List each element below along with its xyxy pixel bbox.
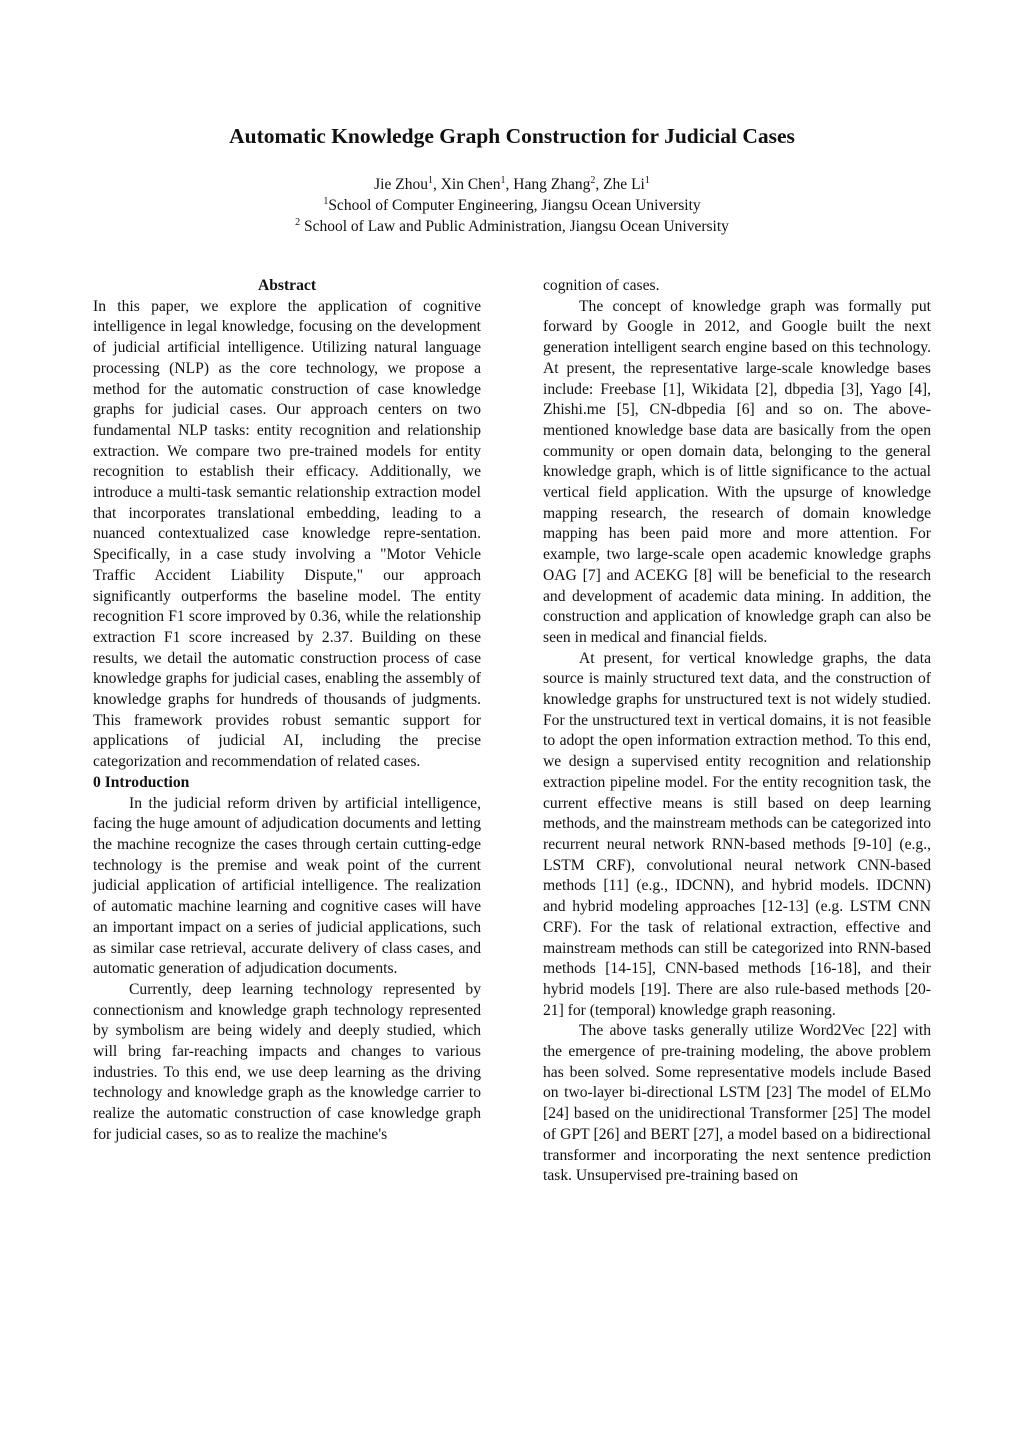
author-list: Jie Zhou$^1$, Xin Chen$^1$, Hang Zhang$^2$, Zhe Li$^1$: [374, 174, 650, 193]
affiliation-line: [0, 216, 1024, 237]
author-name: Hang Zhang: [513, 176, 591, 193]
author-affiliation-mark: 1: [644, 174, 650, 186]
introduction-heading: 0 Introduction: [93, 773, 190, 791]
affiliation-text: School of Computer Engineering, Jiangsu Ocean University: [328, 197, 701, 214]
left-column: [93, 276, 481, 1146]
body-paragraph: In the judicial reform driven by artificial intelligence, facing the huge amount of adjudication documents and letting the machine recognize the cases through certain cutting-edge technology is the premise and weak point of the current judicial application of artificial intelligence. The realization of automatic machine learning and cognitive cases will have an important impact on a series of judicial applications, such as similar case retrieval, accurate delivery of class cases, and automatic generation of adjudication documents.: [93, 794, 481, 978]
body-paragraph: The above tasks generally utilize Word2Vec [22] with the emergence of pre-training modeling, the above problem has been solved. Some representative models include Based on two-layer bi-directional LSTM [23] The model of ELMo [24] based on the unidirectional Transformer [25] The model of GPT [26] and BERT [27], a model based on a bidirectional transformer and incorporating the next sentence prediction task. Unsupervised pre-training based on: [543, 1022, 931, 1185]
affiliation-text: School of Law and Public Administration, Jiangsu Ocean University: [300, 218, 729, 235]
author-block: [0, 174, 1024, 237]
right-column: [543, 276, 931, 1187]
author-name: Jie Zhou: [374, 176, 428, 193]
author-affiliation-mark: 2: [590, 174, 596, 186]
body-paragraph-continued: cognition of cases.: [543, 277, 660, 294]
body-paragraph: The concept of knowledge graph was formally put forward by Google in 2012, and Google built the next generation intelligent search engine based on this technology. At present, the representative large-scale knowledge bases include: Freebase [1], Wikidata [2], dbpedia [3], Yago [4], Zhishi.me [5], CN-dbpedia [6] and so on. The above-mentioned knowledge base data are basically from the open community or open domain data, belonging to the general knowledge graph, which is of little significance to the actual vertical field application. With the upsurge of knowledge mapping research, the research of domain knowledge mapping has been paid more and more attention. For example, two large-scale open academic knowledge graphs OAG [7] and ACEKG [8] will be beneficial to the research and development of academic data mining. In addition, the construction and application of knowledge graph can also be seen in medical and financial fields.: [543, 297, 931, 646]
body-paragraph: At present, for vertical knowledge graphs, the data source is mainly structured text data, and the construction of knowledge graphs for unstructured text is not widely studied. For the unstructured text in vertical domains, it is not feasible to adopt the open information extraction method. To this end, we design a supervised entity recognition and relationship extraction pipeline model. For the entity recognition task, the current effective means is still based on deep learning methods, and the mainstream methods can be categorized into recurrent neural network RNN-based methods [9-10] (e.g., LSTM CRF), convolutional neural network CNN-based methods [11] (e.g., IDCNN), and hybrid models. IDCNN) and hybrid modeling approaches [12-13] (e.g. LSTM CNN CRF). For the task of relational extraction, effective and mainstream methods can still be categorized into RNN-based methods [14-15], CNN-based methods [16-18], and their hybrid models [19]. There are also rule-based methods [20-21] for (temporal) knowledge graph reasoning.: [543, 649, 931, 1019]
author-affiliation-mark: 1: [427, 174, 433, 186]
author-name: Zhe Li: [603, 176, 645, 193]
author-name: Xin Chen: [440, 176, 501, 193]
abstract-text: In this paper, we explore the application of cognitive intelligence in legal knowledge, focusing on the development of judicial artificial intelligence. Utilizing natural language processing (NLP) as the core technology, we propose a method for the automatic construction of case knowledge graphs for judicial cases. Our approach centers on two fundamental NLP tasks: entity recognition and relationship extraction. We compare two pre-trained models for entity recognition to establish their efficacy. Additionally, we introduce a multi-task semantic relationship extraction model that incorporates translational embedding, leading to a nuanced contextualized case knowledge repre-sentation. Specifically, in a case study involving a "Motor Vehicle Traffic Accident Liability Dispute," our approach significantly outperforms the baseline model. The entity recognition F1 score improved by 0.36, while the relationship extraction F1 score increased by 2.37. Building on these results, we detail the automatic construction process of case knowledge graphs for judicial cases, enabling the assembly of knowledge graphs for hundreds of thousands of judgments. This framework provides robust semantic support for applications of judicial AI, including the precise categorization and recommendation of related cases.: [93, 297, 481, 771]
paper-title: Automatic Knowledge Graph Construction for Judicial Cases: [229, 124, 795, 148]
affiliation-mark: 1: [323, 195, 329, 207]
affiliation-line: [0, 195, 1024, 216]
affiliation-mark: 2: [295, 216, 301, 228]
body-paragraph: Currently, deep learning technology represented by connectionism and knowledge graph technology represented by symbolism are being widely and deeply studied, which will bring far-reaching impacts and changes to various industries. To this end, we use deep learning as the driving technology and knowledge graph as the knowledge carrier to realize the automatic construction of case knowledge graph for judicial cases, so as to realize the machine's: [93, 980, 481, 1143]
abstract-heading: Abstract: [257, 277, 317, 294]
author-affiliation-mark: 1: [500, 174, 506, 186]
